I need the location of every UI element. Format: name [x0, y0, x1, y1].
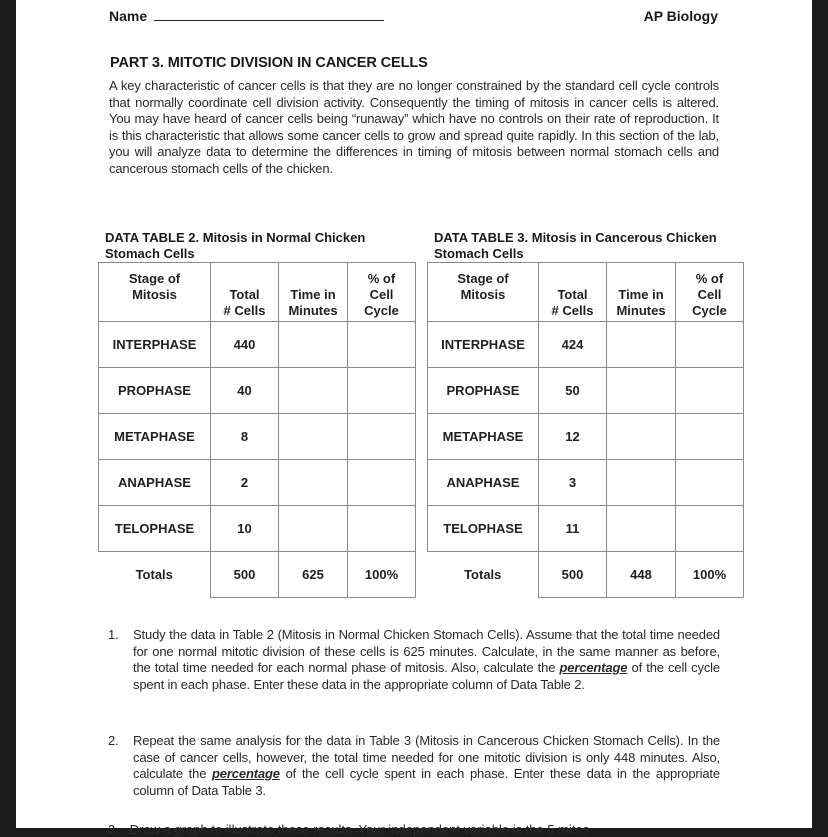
percent-input-cell[interactable] [348, 368, 416, 414]
percent-input-cell[interactable] [676, 506, 744, 552]
percent-input-cell[interactable] [348, 414, 416, 460]
total-cells-cell: 10 [211, 506, 279, 552]
emphasis-percentage: percentage [559, 660, 628, 676]
totals-cells: 500 [539, 552, 607, 598]
name-blank-line[interactable] [154, 8, 384, 21]
col-header-percent: % of Cell Cycle [348, 263, 416, 322]
col-header-total-cells: Total # Cells [539, 263, 607, 322]
totals-row [99, 552, 416, 598]
totals-percent: 100% [348, 552, 416, 598]
table3-caption: DATA TABLE 3. Mitosis in Cancerous Chicken Stomach Cells [434, 230, 717, 261]
time-input-cell[interactable] [279, 322, 348, 368]
intro-paragraph: A key characteristic of cancer cells is that they are no longer constrained by the standard cell cycle controls that normally coordinate cell division activity. Consequently the timing of mitosis in cancer cells is altered. You may have heard of cancer cells being “runaway” which have no controls on their rate of reproduction. It is this characteristic that allows some cancer cells to grow and spread quite rapidly. In this section of the lab, you will analyze data to determine the differences in timing of mitosis between normal stomach cells and cancerous stomach cells of the chicken. [109, 78, 719, 176]
stage-cell: PROPHASE [99, 368, 211, 414]
totals-row [428, 552, 744, 598]
table-header-row [428, 263, 744, 322]
time-input-cell[interactable] [279, 414, 348, 460]
totals-label: Totals [464, 567, 502, 583]
time-input-cell[interactable] [607, 506, 676, 552]
stage-cell: METAPHASE [99, 414, 211, 460]
totals-label: Totals [135, 567, 173, 583]
totals-percent: 100% [676, 552, 744, 598]
time-input-cell[interactable] [607, 368, 676, 414]
question-text: Study the data in Table 2 (Mitosis in Normal Chicken Stomach Cells). Assume that the total time needed for one normal mitotic division of these cells is 625 minutes. Calculate, in the same manner as before, the total time needed for each normal phase of mitosis. Also, calculate the percentage of the cell cycle spent in each phase. Enter these data in the appropriate column of Data Table 2. [133, 627, 720, 692]
stage-cell: INTERPHASE [99, 322, 211, 368]
data-table-3 [427, 262, 744, 598]
totals-time: 448 [607, 552, 676, 598]
totals-cells: 500 [211, 552, 279, 598]
table-row [99, 368, 416, 414]
name-label: Name [109, 8, 148, 24]
section-title: PART 3. MITOTIC DIVISION IN CANCER CELLS [110, 55, 428, 71]
stage-cell: TELOPHASE [428, 506, 539, 552]
col-header-stage: Stage of Mitosis [428, 263, 539, 322]
table-row [99, 322, 416, 368]
question-number: 1. [108, 627, 119, 642]
total-cells-cell: 8 [211, 414, 279, 460]
course-label: AP Biology [643, 8, 718, 24]
table-row [428, 414, 744, 460]
total-cells-cell: 40 [211, 368, 279, 414]
table-row [99, 460, 416, 506]
col-header-stage: Stage of Mitosis [99, 263, 211, 322]
table-row [428, 368, 744, 414]
emphasis-percentage: percentage [212, 766, 280, 782]
question-3-cutoff: 3. Draw a graph to illustrate these results. Your independent variable is the 5 mitos [108, 822, 590, 837]
time-input-cell[interactable] [607, 322, 676, 368]
percent-input-cell[interactable] [676, 460, 744, 506]
question-2 [108, 733, 720, 799]
total-cells-cell: 440 [211, 322, 279, 368]
table-row [99, 506, 416, 552]
col-header-time: Time in Minutes [279, 263, 348, 322]
percent-input-cell[interactable] [676, 368, 744, 414]
col-header-time: Time in Minutes [607, 263, 676, 322]
stage-cell: METAPHASE [428, 414, 539, 460]
name-field-row [109, 8, 384, 24]
table-row [428, 322, 744, 368]
worksheet-page [16, 0, 812, 837]
table-row [428, 506, 744, 552]
table-header-row [99, 263, 416, 322]
time-input-cell[interactable] [279, 460, 348, 506]
totals-time: 625 [279, 552, 348, 598]
stage-cell: ANAPHASE [428, 460, 539, 506]
total-cells-cell: 11 [539, 506, 607, 552]
col-header-percent: % of Cell Cycle [676, 263, 744, 322]
stage-cell: INTERPHASE [428, 322, 539, 368]
stage-cell: TELOPHASE [99, 506, 211, 552]
percent-input-cell[interactable] [348, 506, 416, 552]
question-1 [108, 627, 720, 693]
stage-cell: PROPHASE [428, 368, 539, 414]
percent-input-cell[interactable] [676, 414, 744, 460]
total-cells-cell: 50 [539, 368, 607, 414]
percent-input-cell[interactable] [676, 322, 744, 368]
table-row [99, 414, 416, 460]
question-text: Repeat the same analysis for the data in Table 3 (Mitosis in Cancerous Chicken Stomach Cells). In the case of cancer cells, however, the total time needed for one mitotic division is only 448 minutes. Also, calculate the percentage of the cell cycle spent in each phase. Enter these data in the appropriate column of Data Table 3. [133, 733, 720, 798]
time-input-cell[interactable] [279, 506, 348, 552]
question-number: 2. [108, 733, 119, 748]
data-table-2 [98, 262, 416, 598]
stage-cell: ANAPHASE [99, 460, 211, 506]
table2-caption: DATA TABLE 2. Mitosis in Normal Chicken Stomach Cells [105, 230, 366, 261]
table-row [428, 460, 744, 506]
percent-input-cell[interactable] [348, 460, 416, 506]
percent-input-cell[interactable] [348, 322, 416, 368]
total-cells-cell: 424 [539, 322, 607, 368]
total-cells-cell: 3 [539, 460, 607, 506]
total-cells-cell: 12 [539, 414, 607, 460]
time-input-cell[interactable] [279, 368, 348, 414]
time-input-cell[interactable] [607, 460, 676, 506]
col-header-total-cells: Total # Cells [211, 263, 279, 322]
time-input-cell[interactable] [607, 414, 676, 460]
total-cells-cell: 2 [211, 460, 279, 506]
